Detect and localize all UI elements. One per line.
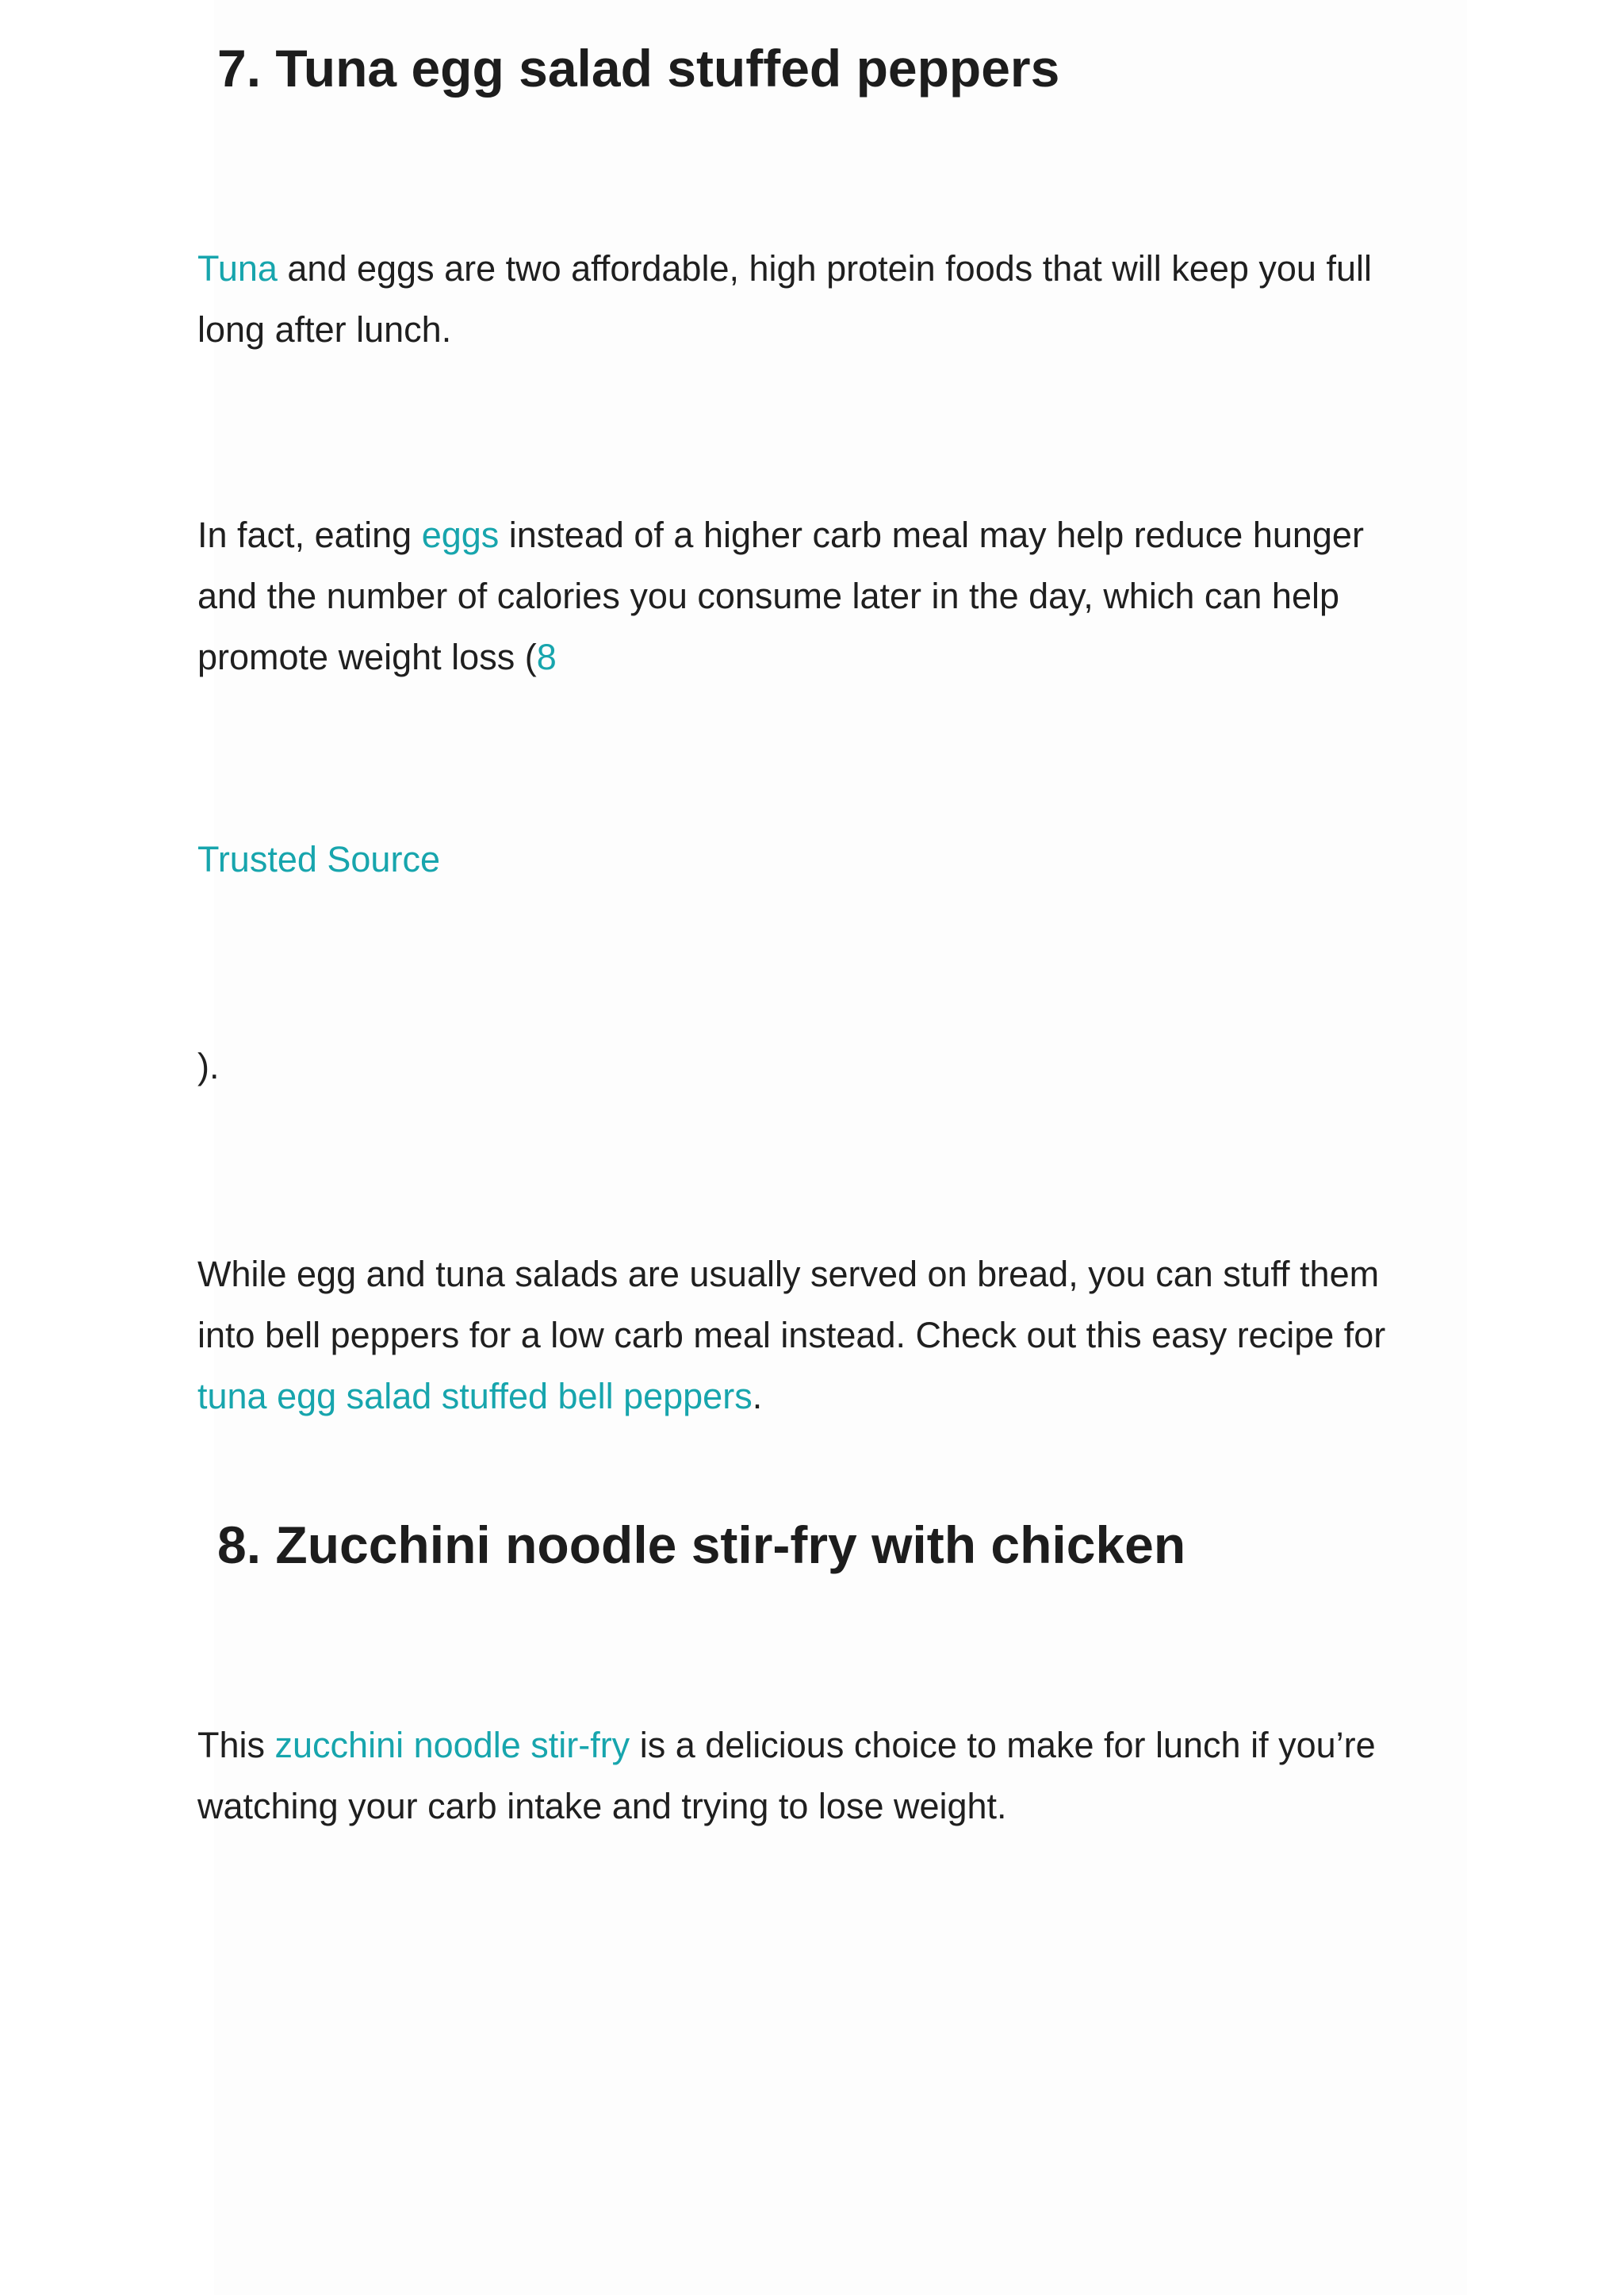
section-7-paragraph-3 xyxy=(197,1243,1450,1427)
citation-8-link[interactable]: 8 xyxy=(536,637,557,677)
paragraph-line: and the number of calories you consume later in the day, which can help xyxy=(197,576,1339,616)
section-7-paragraph-2 xyxy=(197,504,1450,688)
paragraph-text: In fact, eating xyxy=(197,515,422,555)
eggs-link[interactable]: eggs xyxy=(421,515,500,555)
paragraph-line: long after lunch. xyxy=(197,309,452,350)
paragraph-line: watching your carb intake and trying to lose weight. xyxy=(197,1786,1007,1826)
paragraph-text: This xyxy=(197,1725,275,1765)
paragraph-text: instead of a higher carb meal may help reduce hunger xyxy=(499,515,1364,555)
paragraph-text: and eggs are two affordable, high protein foods that will keep you full xyxy=(277,248,1372,289)
paragraph-line xyxy=(197,1715,1450,1776)
section-8-heading: 8. Zucchini noodle stir-fry with chicken xyxy=(217,1515,1186,1574)
paragraph-line xyxy=(197,504,1450,565)
trusted-source-link[interactable]: Trusted Source xyxy=(197,839,440,879)
paragraph-line xyxy=(197,238,1450,299)
paragraph-line xyxy=(197,1366,1450,1427)
zucchini-stir-fry-link[interactable]: zucchini noodle stir-fry xyxy=(274,1725,630,1765)
paragraph-text: promote weight loss ( xyxy=(197,637,537,677)
section-7-paragraph-1 xyxy=(197,238,1450,360)
citation-closing: ). xyxy=(197,1046,220,1086)
section-8-paragraph-1 xyxy=(197,1715,1450,1837)
paragraph-line: into bell peppers for a low carb meal instead. Check out this easy recipe for xyxy=(197,1315,1386,1355)
tuna-egg-salad-recipe-link[interactable]: tuna egg salad stuffed bell peppers xyxy=(197,1376,753,1416)
paragraph-text: is a delicious choice to make for lunch if you’re xyxy=(630,1725,1376,1765)
section-7-heading: 7. Tuna egg salad stuffed peppers xyxy=(217,39,1060,98)
trusted-source-paragraph xyxy=(197,829,1450,890)
paragraph-line xyxy=(197,626,1450,688)
paragraph-text: . xyxy=(752,1376,763,1416)
tuna-link[interactable]: Tuna xyxy=(197,248,278,289)
paragraph-line: While egg and tuna salads are usually served on bread, you can stuff them xyxy=(197,1254,1380,1294)
